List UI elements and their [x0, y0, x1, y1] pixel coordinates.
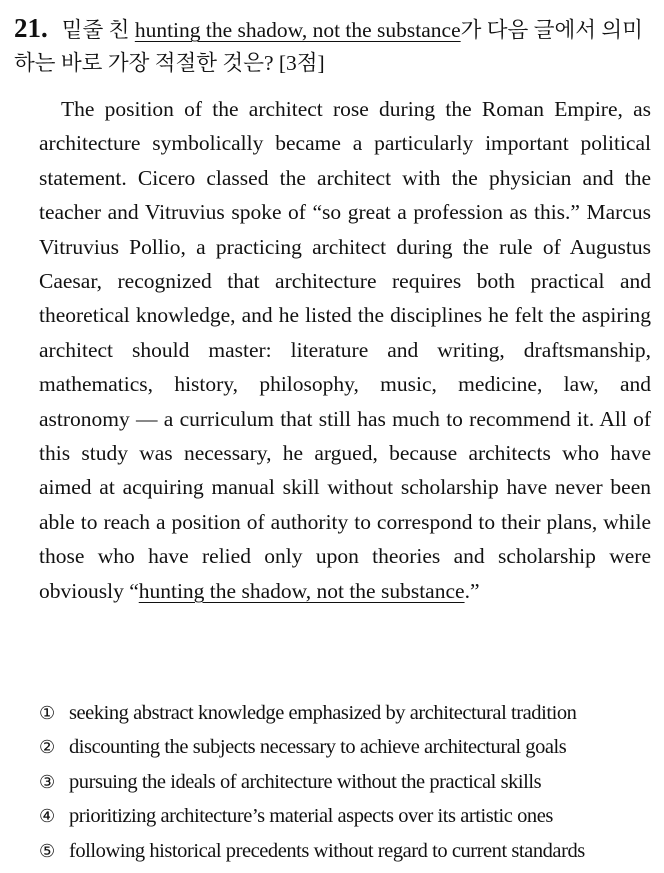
passage [39, 92, 651, 608]
option-1[interactable] [39, 696, 659, 730]
answer-options [39, 696, 659, 868]
option-3[interactable] [39, 765, 659, 799]
option-2[interactable] [39, 730, 659, 764]
question-header [14, 12, 654, 80]
option-4-marker: ④ [39, 806, 56, 828]
question-suffix: 가 다음 글에서 의미하는 바로 가장 적절한 것은? [3점] [14, 18, 643, 75]
option-2-marker: ② [39, 737, 56, 759]
option-1-marker: ① [39, 703, 56, 724]
option-5[interactable] [39, 834, 659, 868]
passage-underlined-phrase: hunting the shadow, not the substance [138, 578, 465, 603]
option-3-marker: ③ [39, 771, 56, 793]
option-1-text: seeking abstract knowledge emphasized by architectural tradition [69, 702, 577, 724]
passage-text: The position of the architect rose during the Roman Empire, as architecture symbolically became a particularly important political statement. Cicero classed the architect with the physician and the teacher and Vitruvius spoke of “so great a profession as this.” Marcus Vitruvius Pollio, a practicing architect during the rule of Augustus Caesar, recognized that architecture requires both practical and theoretical knowledge, and he listed the disciplines he felt the aspiring architect should master: literature and writing, draftsmanship, mathematics, history, philosophy, music, medicine, law, and astronomy — a curriculum that still has much to recommend it. All of this study was necessary, he argued, because architects who have aimed at acquiring manual skill without scholarship have never been able to reach a position of authority to correspond to their plans, while those who have relied only upon theories and scholarship were obviously “ [39, 97, 651, 603]
passage-paragraph [39, 92, 651, 608]
question-prefix: 밑줄 친 [61, 18, 135, 42]
option-2-text: discounting the subjects necessary to achieve architectural goals [69, 736, 567, 759]
option-3-text: pursuing the ideals of architecture without the practical skills [69, 770, 542, 793]
option-4-text: prioritizing architecture’s material aspects over its artistic ones [69, 805, 553, 828]
question-number: 21. [14, 13, 48, 43]
passage-end: .” [464, 578, 480, 603]
option-4[interactable] [39, 799, 659, 833]
question-target-phrase: hunting the shadow, not the substance [134, 18, 461, 42]
option-5-text: following historical precedents without regard to current standards [69, 839, 585, 862]
option-5-marker: ⑤ [39, 840, 56, 862]
